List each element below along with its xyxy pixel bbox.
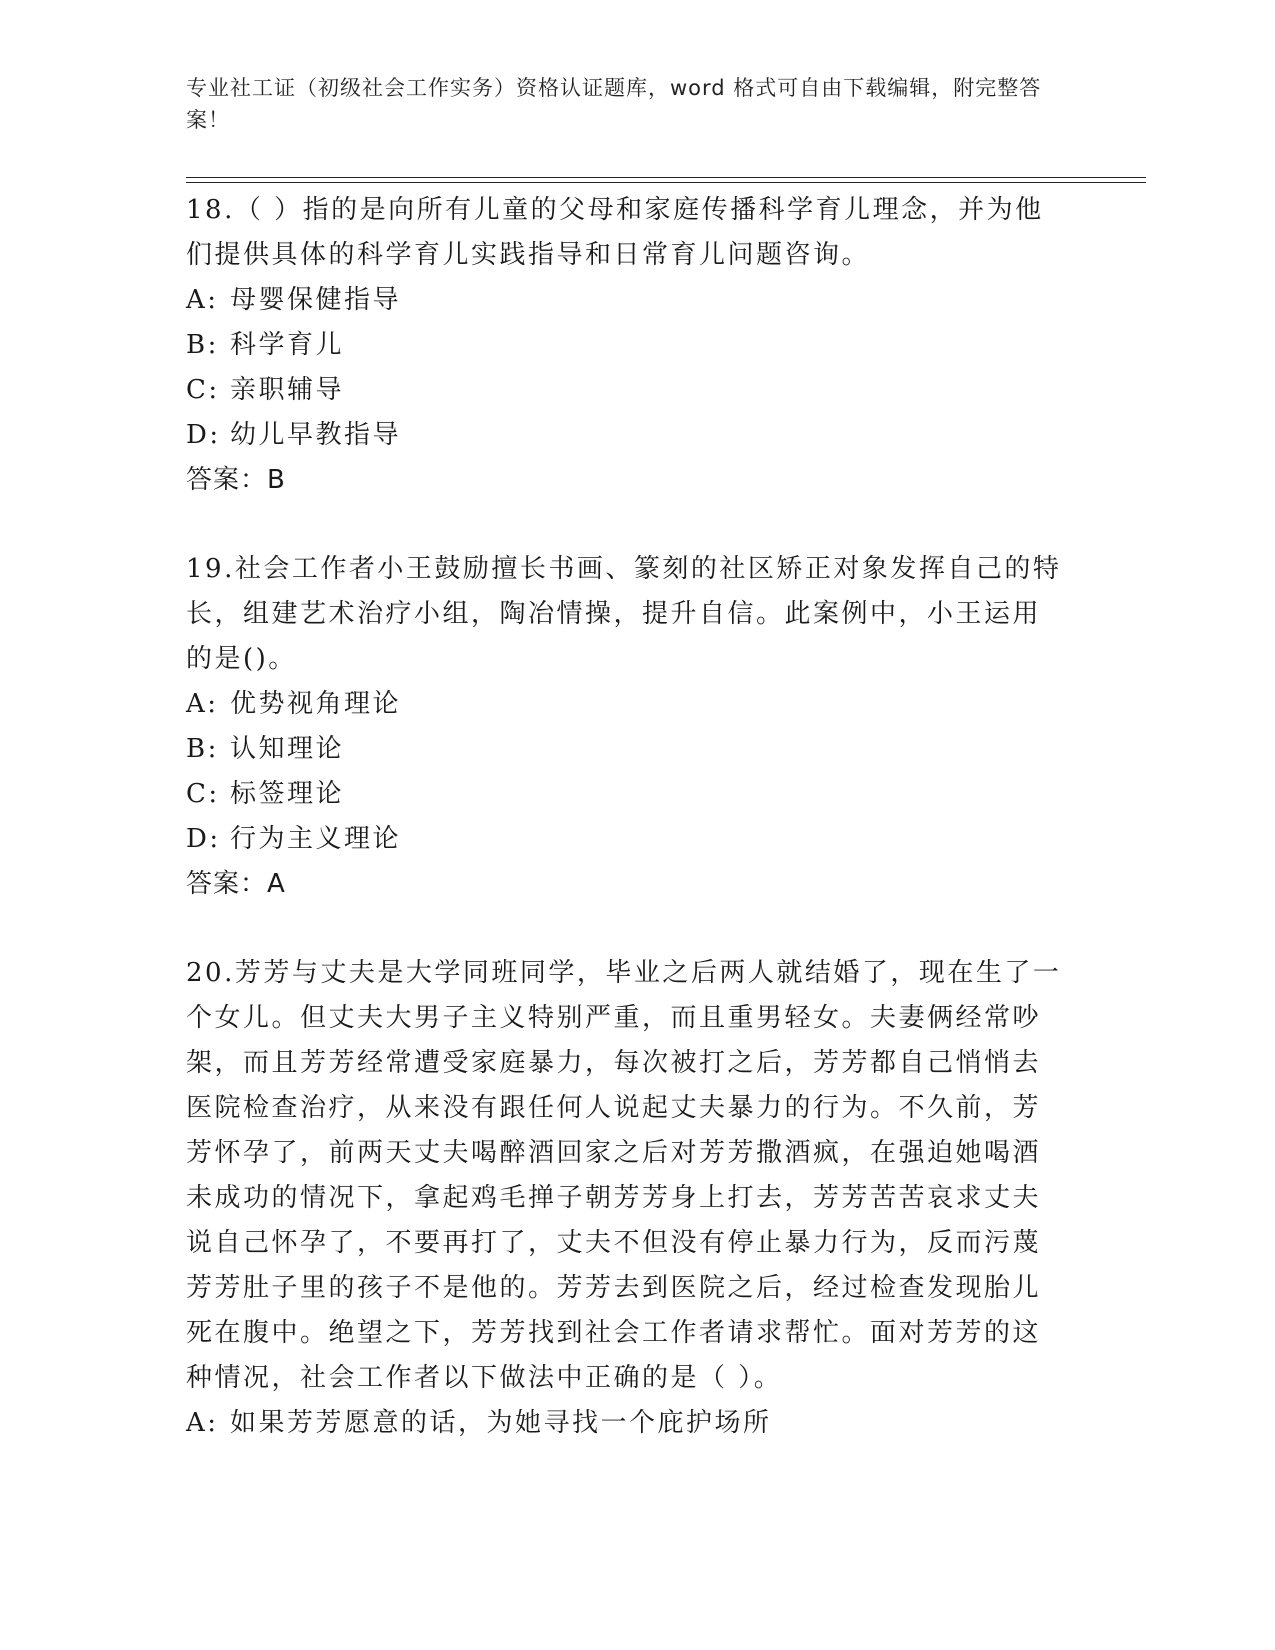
option-letter: A:: [186, 285, 219, 315]
answer-label: 答案：A: [186, 869, 286, 899]
option-text: 母婴保健指导: [230, 285, 402, 315]
option-d: [186, 413, 1066, 458]
question-19: [186, 547, 1066, 907]
option-text: 幼儿早教指导: [230, 420, 402, 450]
question-18: [186, 188, 1066, 503]
question-stem: 20.芳芳与丈夫是大学同班同学，毕业之后两人就结婚了，现在生了一个女儿。但丈夫大男子主义特别严重，而且重男轻女。夫妻俩经常吵架，而且芳芳经常遭受家庭暴力，每次被打之后，芳芳都自己悄悄去医院检查治疗，从来没有跟任何人说起丈夫暴力的行为。不久前，芳芳怀孕了，前两天丈夫喝醉酒回家之后对芳芳撒酒疯，在强迫她喝酒未成功的情况下，拿起鸡毛掸子朝芳芳身上打去，芳芳苦苦哀求丈夫说自己怀孕了，不要再打了，丈夫不但没有停止暴力行为，反而污蔑芳芳肚子里的孩子不是他的。芳芳去到医院之后，经过检查发现胎儿死在腹中。绝望之下，芳芳找到社会工作者请求帮忙。面对芳芳的这种情况，社会工作者以下做法中正确的是（ ）。: [186, 958, 1062, 1393]
option-b: [186, 323, 1066, 368]
question-list: [186, 188, 1066, 1446]
option-c: [186, 368, 1066, 413]
option-text: 优势视角理论: [230, 689, 402, 719]
option-c: [186, 772, 1066, 817]
question-spacer: [186, 907, 1066, 951]
header-rule-top: [186, 177, 1146, 178]
option-text: 认知理论: [230, 734, 345, 764]
question-stem: 19.社会工作者小王鼓励擅长书画、篆刻的社区矫正对象发挥自己的特长，组建艺术治疗小组，陶冶情操，提升自信。此案例中，小王运用的是()。: [186, 554, 1062, 674]
option-a: [186, 278, 1066, 323]
option-text: 亲职辅导: [230, 375, 345, 405]
option-text: 科学育儿: [230, 330, 345, 360]
option-text: 如果芳芳愿意的话，为她寻找一个庇护场所: [230, 1408, 772, 1438]
option-letter: C:: [186, 779, 220, 809]
option-letter: A:: [186, 1408, 219, 1438]
option-letter: D:: [186, 824, 221, 854]
option-letter: A:: [186, 689, 219, 719]
option-b: [186, 727, 1066, 772]
option-text: 标签理论: [230, 779, 345, 809]
header-rule-bottom: [186, 182, 1146, 183]
option-letter: B:: [186, 330, 219, 360]
option-letter: B:: [186, 734, 219, 764]
answer-label: 答案：B: [186, 465, 286, 495]
question-20: [186, 951, 1066, 1446]
option-a: [186, 682, 1066, 727]
question-spacer: [186, 503, 1066, 547]
page-header: 专业社工证（初级社会工作实务）资格认证题库，word 格式可自由下载编辑，附完整答案！: [186, 76, 1042, 132]
option-letter: D:: [186, 420, 221, 450]
option-d: [186, 817, 1066, 862]
option-text: 行为主义理论: [230, 824, 402, 854]
option-letter: C:: [186, 375, 220, 405]
question-stem: 18.（ ）指的是向所有儿童的父母和家庭传播科学育儿理念，并为他们提供具体的科学育儿实践指导和日常育儿问题咨询。: [186, 195, 1044, 270]
option-a: [186, 1401, 1066, 1446]
